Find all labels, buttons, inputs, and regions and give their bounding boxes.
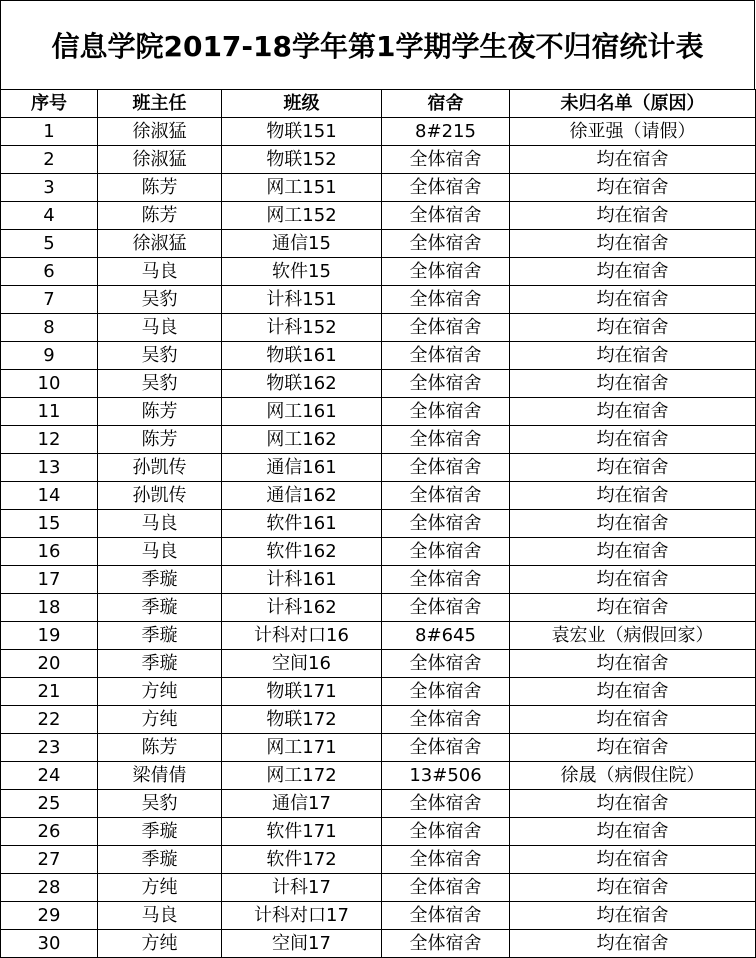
cell-dorm[interactable]: 全体宿舍 [382,202,510,230]
cell-num[interactable]: 8 [1,314,98,342]
cell-dorm[interactable]: 全体宿舍 [382,174,510,202]
cell-class[interactable]: 软件172 [222,846,382,874]
cell-absent-list[interactable]: 徐晟（病假住院） [510,762,756,790]
cell-absent-list[interactable]: 均在宿舍 [510,426,756,454]
cell-absent-list[interactable]: 均在宿舍 [510,566,756,594]
cell-absent-list[interactable]: 均在宿舍 [510,342,756,370]
cell-num[interactable]: 10 [1,370,98,398]
cell-dorm[interactable]: 全体宿舍 [382,230,510,258]
cell-num[interactable]: 30 [1,930,98,958]
cell-teacher[interactable]: 徐淑猛 [98,230,222,258]
cell-class[interactable]: 网工151 [222,174,382,202]
header-class[interactable]: 班级 [222,90,382,118]
cell-num[interactable]: 17 [1,566,98,594]
cell-teacher[interactable]: 陈芳 [98,398,222,426]
cell-absent-list[interactable]: 均在宿舍 [510,706,756,734]
cell-num[interactable]: 19 [1,622,98,650]
table-row [1,510,756,538]
cell-absent-list[interactable]: 均在宿舍 [510,398,756,426]
table-row [1,706,756,734]
cell-class[interactable]: 网工152 [222,202,382,230]
cell-teacher[interactable]: 吴豹 [98,286,222,314]
cell-class[interactable]: 物联162 [222,370,382,398]
cell-absent-list[interactable]: 均在宿舍 [510,286,756,314]
cell-dorm[interactable]: 全体宿舍 [382,930,510,958]
cell-num[interactable]: 24 [1,762,98,790]
cell-teacher[interactable]: 马良 [98,538,222,566]
header-row [1,90,756,118]
cell-absent-list[interactable]: 均在宿舍 [510,930,756,958]
cell-absent-list[interactable]: 均在宿舍 [510,510,756,538]
cell-num[interactable]: 4 [1,202,98,230]
table-row [1,594,756,622]
cell-num[interactable]: 28 [1,874,98,902]
cell-absent-list[interactable]: 袁宏业（病假回家） [510,622,756,650]
cell-class[interactable]: 网工162 [222,426,382,454]
cell-absent-list[interactable]: 均在宿舍 [510,902,756,930]
cell-teacher[interactable]: 陈芳 [98,734,222,762]
cell-teacher[interactable]: 方纯 [98,930,222,958]
cell-teacher[interactable]: 季璇 [98,818,222,846]
cell-teacher[interactable]: 季璇 [98,650,222,678]
table-row [1,650,756,678]
cell-teacher[interactable]: 方纯 [98,874,222,902]
cell-teacher[interactable]: 吴豹 [98,342,222,370]
cell-dorm[interactable]: 全体宿舍 [382,370,510,398]
table-row [1,538,756,566]
table-row [1,426,756,454]
header-absent-list[interactable]: 未归名单（原因） [510,90,756,118]
cell-num[interactable]: 12 [1,426,98,454]
cell-dorm[interactable]: 全体宿舍 [382,594,510,622]
table-row [1,202,756,230]
table-row [1,454,756,482]
cell-class[interactable]: 物联152 [222,146,382,174]
cell-num[interactable]: 11 [1,398,98,426]
cell-teacher[interactable]: 马良 [98,314,222,342]
cell-teacher[interactable]: 陈芳 [98,202,222,230]
cell-dorm[interactable]: 全体宿舍 [382,874,510,902]
table-row [1,930,756,958]
header-num[interactable]: 序号 [1,90,98,118]
cell-dorm[interactable]: 全体宿舍 [382,426,510,454]
cell-teacher[interactable]: 吴豹 [98,790,222,818]
cell-num[interactable]: 22 [1,706,98,734]
table-row [1,118,756,146]
cell-dorm[interactable]: 全体宿舍 [382,790,510,818]
cell-teacher[interactable]: 梁倩倩 [98,762,222,790]
table-row [1,678,756,706]
cell-class[interactable]: 通信162 [222,482,382,510]
cell-teacher[interactable]: 季璇 [98,566,222,594]
cell-dorm[interactable]: 全体宿舍 [382,398,510,426]
cell-dorm[interactable]: 全体宿舍 [382,510,510,538]
cell-dorm[interactable]: 全体宿舍 [382,258,510,286]
cell-absent-list[interactable]: 均在宿舍 [510,650,756,678]
header-dorm[interactable]: 宿舍 [382,90,510,118]
cell-dorm[interactable]: 全体宿舍 [382,342,510,370]
cell-absent-list[interactable]: 均在宿舍 [510,482,756,510]
cell-num[interactable]: 5 [1,230,98,258]
cell-teacher[interactable]: 孙凯传 [98,454,222,482]
cell-num[interactable]: 21 [1,678,98,706]
cell-dorm[interactable]: 全体宿舍 [382,538,510,566]
cell-absent-list[interactable]: 均在宿舍 [510,538,756,566]
cell-teacher[interactable]: 马良 [98,510,222,538]
table-row [1,566,756,594]
cell-class[interactable]: 软件161 [222,510,382,538]
cell-dorm[interactable]: 全体宿舍 [382,566,510,594]
cell-num[interactable]: 9 [1,342,98,370]
cell-teacher[interactable]: 陈芳 [98,426,222,454]
cell-teacher[interactable]: 马良 [98,258,222,286]
table-row [1,622,756,650]
cell-dorm[interactable]: 全体宿舍 [382,454,510,482]
cell-absent-list[interactable]: 徐亚强（请假） [510,118,756,146]
cell-num[interactable]: 13 [1,454,98,482]
cell-class[interactable]: 计科161 [222,566,382,594]
table-row [1,342,756,370]
table-row [1,398,756,426]
data-table [0,89,756,958]
cell-teacher[interactable]: 方纯 [98,678,222,706]
table-row [1,790,756,818]
cell-num[interactable]: 18 [1,594,98,622]
cell-dorm[interactable]: 全体宿舍 [382,818,510,846]
cell-num[interactable]: 29 [1,902,98,930]
cell-absent-list[interactable]: 均在宿舍 [510,454,756,482]
cell-class[interactable]: 软件15 [222,258,382,286]
cell-absent-list[interactable]: 均在宿舍 [510,202,756,230]
cell-class[interactable]: 通信17 [222,790,382,818]
cell-absent-list[interactable]: 均在宿舍 [510,258,756,286]
cell-class[interactable]: 网工171 [222,734,382,762]
cell-class[interactable]: 计科152 [222,314,382,342]
table-row [1,874,756,902]
cell-num[interactable]: 14 [1,482,98,510]
cell-dorm[interactable]: 全体宿舍 [382,286,510,314]
cell-dorm[interactable]: 全体宿舍 [382,734,510,762]
cell-class[interactable]: 物联161 [222,342,382,370]
cell-absent-list[interactable]: 均在宿舍 [510,734,756,762]
table-row [1,762,756,790]
cell-absent-list[interactable]: 均在宿舍 [510,314,756,342]
table-row [1,846,756,874]
cell-class[interactable]: 通信161 [222,454,382,482]
cell-absent-list[interactable]: 均在宿舍 [510,230,756,258]
cell-teacher[interactable]: 季璇 [98,594,222,622]
table-row [1,902,756,930]
cell-dorm[interactable]: 8#215 [382,118,510,146]
cell-absent-list[interactable]: 均在宿舍 [510,594,756,622]
cell-class[interactable]: 计科对口17 [222,902,382,930]
cell-teacher[interactable]: 季璇 [98,846,222,874]
cell-num[interactable]: 25 [1,790,98,818]
table-body [1,118,756,958]
cell-num[interactable]: 23 [1,734,98,762]
cell-teacher[interactable]: 徐淑猛 [98,118,222,146]
cell-num[interactable]: 6 [1,258,98,286]
table-row [1,818,756,846]
cell-num[interactable]: 3 [1,174,98,202]
cell-absent-list[interactable]: 均在宿舍 [510,790,756,818]
cell-class[interactable]: 软件162 [222,538,382,566]
table-row [1,482,756,510]
table-row [1,370,756,398]
cell-class[interactable]: 网工172 [222,762,382,790]
cell-class[interactable]: 计科对口16 [222,622,382,650]
cell-class[interactable]: 空间16 [222,650,382,678]
cell-dorm[interactable]: 全体宿舍 [382,650,510,678]
cell-absent-list[interactable]: 均在宿舍 [510,846,756,874]
cell-class[interactable]: 空间17 [222,930,382,958]
table-row [1,258,756,286]
cell-dorm[interactable]: 全体宿舍 [382,706,510,734]
cell-class[interactable]: 网工161 [222,398,382,426]
cell-class[interactable]: 物联172 [222,706,382,734]
cell-dorm[interactable]: 全体宿舍 [382,482,510,510]
cell-teacher[interactable]: 季璇 [98,622,222,650]
cell-teacher[interactable]: 方纯 [98,706,222,734]
cell-dorm[interactable]: 13#506 [382,762,510,790]
cell-dorm[interactable]: 8#645 [382,622,510,650]
cell-teacher[interactable]: 孙凯传 [98,482,222,510]
table-row [1,174,756,202]
cell-class[interactable]: 物联171 [222,678,382,706]
cell-teacher[interactable]: 吴豹 [98,370,222,398]
header-teacher[interactable]: 班主任 [98,90,222,118]
cell-num[interactable]: 2 [1,146,98,174]
cell-dorm[interactable]: 全体宿舍 [382,146,510,174]
cell-teacher[interactable]: 陈芳 [98,174,222,202]
cell-num[interactable]: 27 [1,846,98,874]
cell-class[interactable]: 计科162 [222,594,382,622]
cell-teacher[interactable]: 徐淑猛 [98,146,222,174]
cell-absent-list[interactable]: 均在宿舍 [510,174,756,202]
table-row [1,314,756,342]
cell-dorm[interactable]: 全体宿舍 [382,314,510,342]
cell-num[interactable]: 15 [1,510,98,538]
cell-class[interactable]: 计科151 [222,286,382,314]
cell-absent-list[interactable]: 均在宿舍 [510,874,756,902]
cell-class[interactable]: 软件171 [222,818,382,846]
cell-absent-list[interactable]: 均在宿舍 [510,146,756,174]
cell-num[interactable]: 1 [1,118,98,146]
cell-class[interactable]: 计科17 [222,874,382,902]
cell-teacher[interactable]: 马良 [98,902,222,930]
cell-num[interactable]: 20 [1,650,98,678]
page-title: 信息学院2017-18学年第1学期学生夜不归宿统计表 [51,30,704,63]
table-row [1,146,756,174]
cell-absent-list[interactable]: 均在宿舍 [510,818,756,846]
cell-class[interactable]: 通信15 [222,230,382,258]
cell-num[interactable]: 7 [1,286,98,314]
title-cell[interactable] [0,0,755,90]
cell-absent-list[interactable]: 均在宿舍 [510,370,756,398]
table-row [1,286,756,314]
cell-dorm[interactable]: 全体宿舍 [382,678,510,706]
cell-absent-list[interactable]: 均在宿舍 [510,678,756,706]
table-row [1,734,756,762]
cell-num[interactable]: 26 [1,818,98,846]
cell-dorm[interactable]: 全体宿舍 [382,846,510,874]
cell-dorm[interactable]: 全体宿舍 [382,902,510,930]
cell-num[interactable]: 16 [1,538,98,566]
table-row [1,230,756,258]
cell-class[interactable]: 物联151 [222,118,382,146]
